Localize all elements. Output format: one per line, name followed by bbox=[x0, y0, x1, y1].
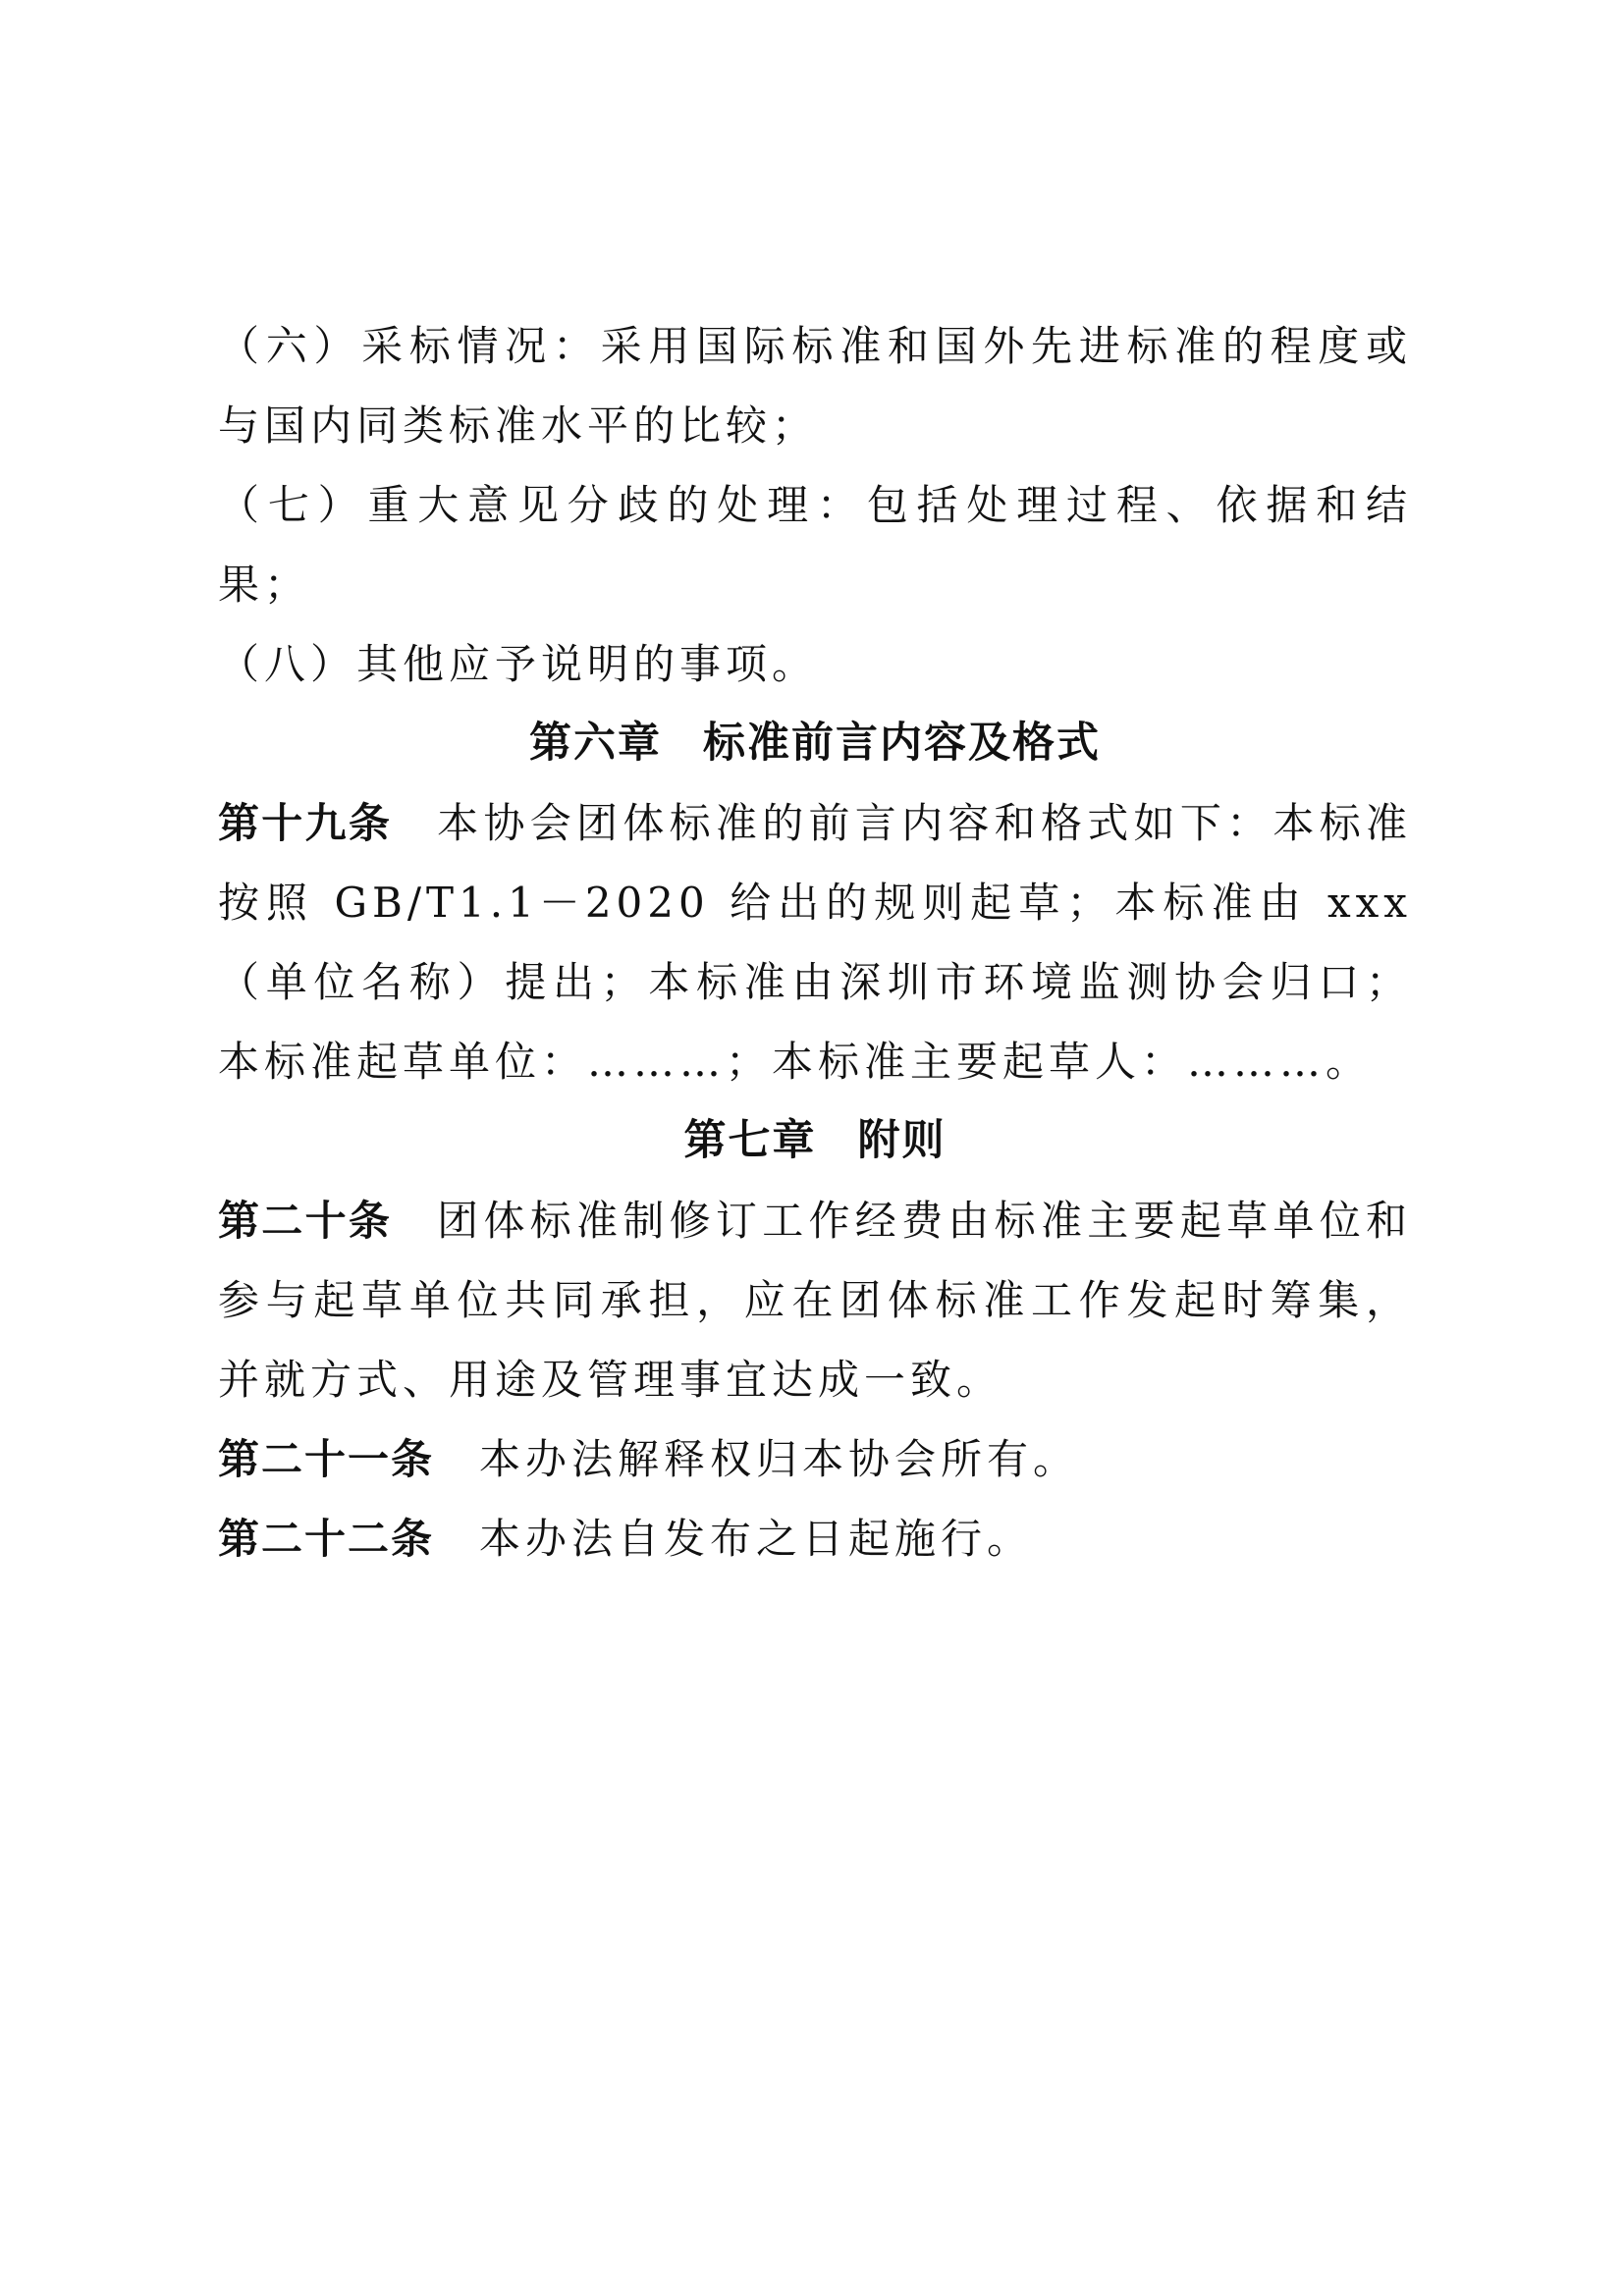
article-21-text: 本办法解释权归本协会所有。 bbox=[479, 1435, 1080, 1483]
chapter-6-number: 第六章 bbox=[529, 719, 662, 768]
article-20-label: 第二十条 bbox=[218, 1197, 393, 1245]
article-22-label: 第二十二条 bbox=[218, 1515, 435, 1563]
article-20 bbox=[218, 1181, 1412, 1419]
list-item-8: （八）其他应予说明的事项。 bbox=[218, 640, 819, 688]
chapter-7-heading bbox=[218, 1101, 1412, 1181]
list-item-6: （六）采标情况：采用国际标准和国外先进标准的程度或与国内同类标准水平的比较； bbox=[218, 322, 1412, 450]
article-21 bbox=[218, 1419, 1412, 1499]
chapter-6-heading bbox=[218, 704, 1412, 783]
article-19 bbox=[218, 783, 1412, 1101]
chapter-7-title: 附则 bbox=[857, 1116, 947, 1165]
list-item-7: （七）重大意见分歧的处理：包括处理过程、依据和结果； bbox=[218, 481, 1412, 609]
article-21-label: 第二十一条 bbox=[218, 1435, 435, 1483]
article-20-text: 团体标准制修订工作经费由标准主要起草单位和参与起草单位共同承担，应在团体标准工作发起时筹集，并就方式、用途及管理事宜达成一致。 bbox=[218, 1197, 1412, 1404]
article-22-text: 本办法自发布之日起施行。 bbox=[479, 1515, 1034, 1563]
article-19-label: 第十九条 bbox=[218, 799, 393, 847]
document-body bbox=[218, 306, 1412, 1578]
article-22 bbox=[218, 1499, 1412, 1578]
chapter-6-title: 标准前言内容及格式 bbox=[703, 719, 1101, 768]
article-19-text: 本协会团体标准的前言内容和格式如下：本标准按照 GB/T1.1－2020 给出的规则起草；本标准由 xxx（单位名称）提出；本标准由深圳市环境监测协会归口；本标准起草单位：………；本标准主要起草人：………。 bbox=[218, 799, 1412, 1086]
chapter-7-number: 第七章 bbox=[683, 1116, 817, 1165]
